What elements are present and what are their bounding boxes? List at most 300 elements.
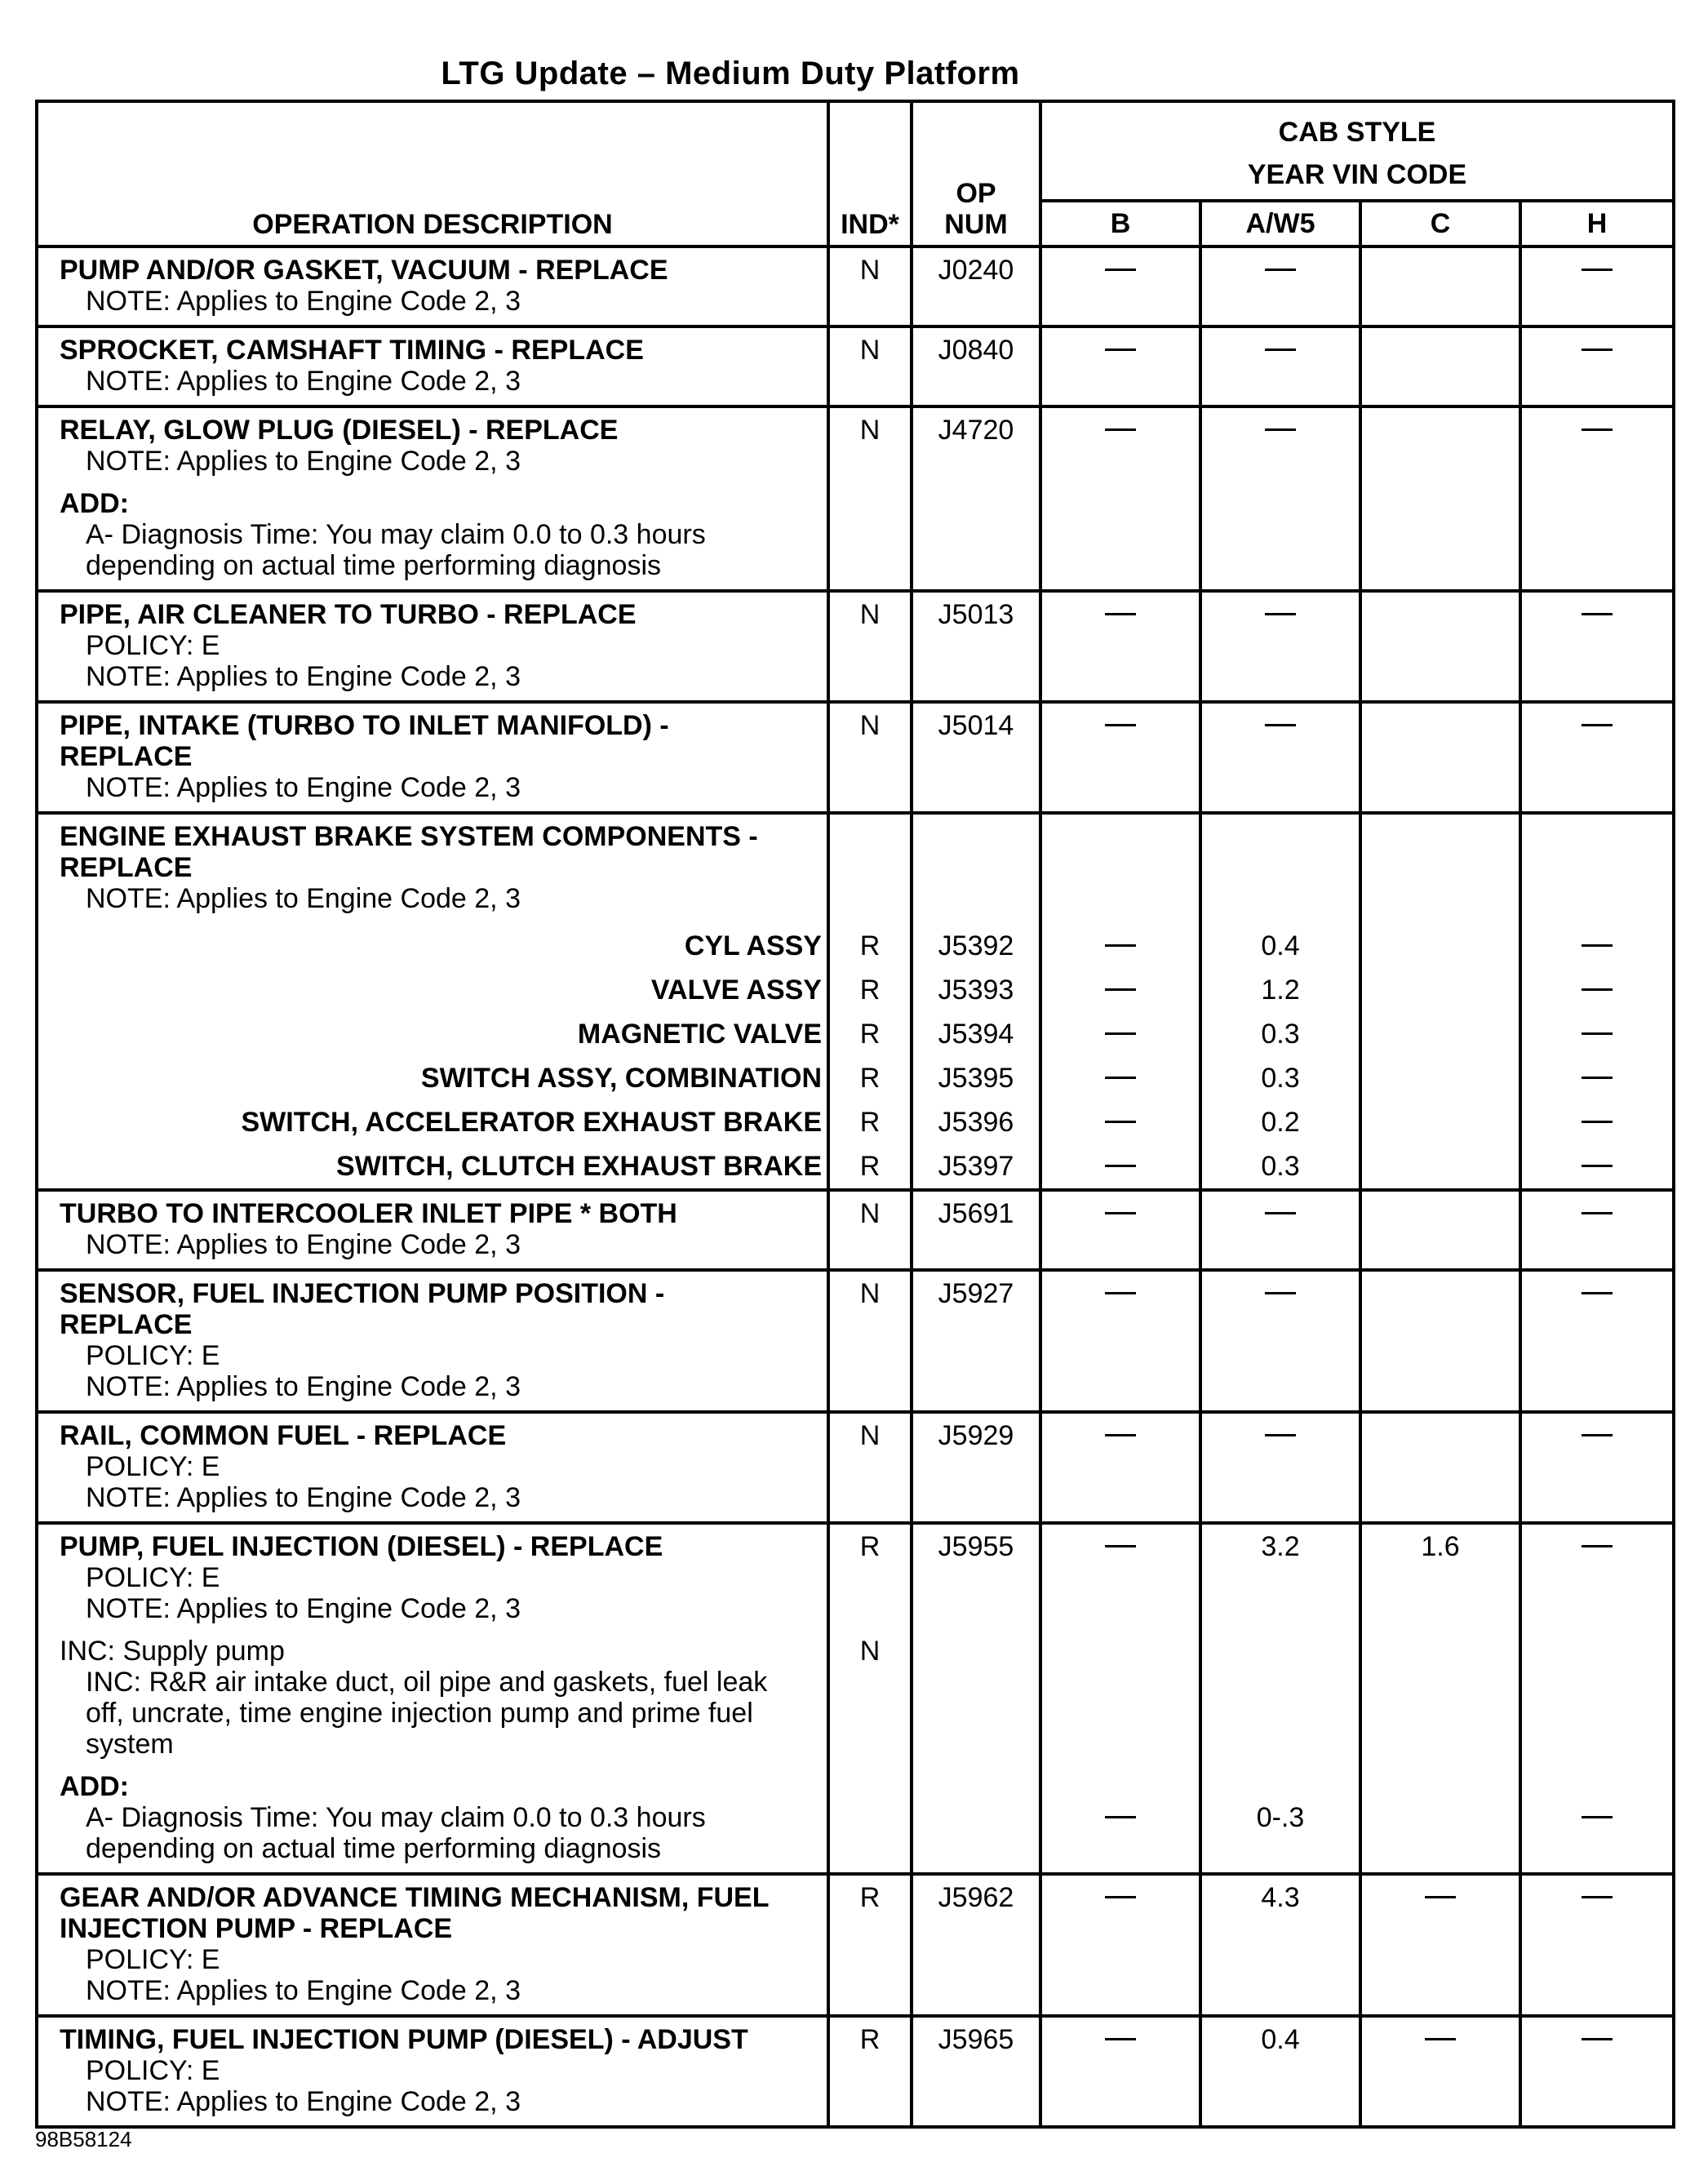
value-aw5: 0.4: [1261, 2024, 1300, 2055]
value-h: [1522, 255, 1672, 286]
ind-cell: R: [828, 1143, 912, 1190]
ind-cell: [828, 1523, 912, 1874]
subcomponent-label: CYL ASSY: [37, 922, 828, 966]
add-line: A- Diagnosis Time: You may claim 0.0 to 0.3 hours: [86, 519, 706, 550]
note-line: POLICY: E: [86, 1340, 220, 1371]
add-value-b: [1042, 1802, 1199, 1833]
op-num-cell: [912, 1190, 1040, 1270]
dash-mark: [1425, 2038, 1456, 2040]
value-cell-h: [1520, 1523, 1674, 1874]
value-aw5: [1202, 1420, 1359, 1451]
dash-mark: [1582, 1292, 1613, 1294]
dash-mark: [1582, 1077, 1613, 1079]
value-cell-c: [1360, 1143, 1520, 1190]
ind-cell: [828, 1412, 912, 1523]
dash-mark: [1582, 349, 1613, 351]
operation-title: ENGINE EXHAUST BRAKE SYSTEM COMPONENTS -: [60, 821, 758, 852]
dash-mark: [1105, 1292, 1136, 1294]
add-value-h: [1522, 1802, 1672, 1833]
value-cell-c: [1360, 813, 1520, 922]
dash-mark: [1105, 724, 1136, 726]
value-b: [1042, 1531, 1199, 1562]
value-cell-aw5: 0.3: [1200, 1054, 1360, 1099]
op-num-value: J5927: [938, 1278, 1014, 1309]
operation-description: [37, 2016, 828, 2127]
value-cell-c: [1360, 1099, 1520, 1143]
table-row: [37, 813, 1674, 922]
operation-title: SPROCKET, CAMSHAFT TIMING - REPLACE: [60, 335, 644, 366]
value-cell-b: [1040, 1099, 1200, 1143]
ind-cell: [828, 326, 912, 406]
operation-title: TURBO TO INTERCOOLER INLET PIPE * BOTH: [60, 1198, 677, 1229]
value-cell-aw5: [1200, 406, 1360, 591]
value-cell-b: [1040, 1523, 1200, 1874]
value-cell-h: [1520, 702, 1674, 813]
value-cell-c: [1360, 246, 1520, 326]
operation-title: RAIL, COMMON FUEL - REPLACE: [60, 1420, 507, 1451]
table-row: [37, 326, 1674, 406]
value-cell-c: [1360, 406, 1520, 591]
value-cell-aw5: [1200, 2016, 1360, 2127]
value-h: [1522, 1531, 1672, 1562]
note-line: NOTE: Applies to Engine Code 2, 3: [86, 1229, 521, 1260]
op-num-cell: J5395: [912, 1054, 1040, 1099]
op-num-cell: [912, 1270, 1040, 1412]
ind-cell: R: [828, 922, 912, 966]
value-cell-c: [1360, 591, 1520, 702]
operation-title: PUMP AND/OR GASKET, VACUUM - REPLACE: [60, 255, 668, 286]
value-cell-c: [1360, 702, 1520, 813]
dash-mark: [1582, 1121, 1613, 1123]
subcomponent-label: SWITCH, ACCELERATOR EXHAUST BRAKE: [37, 1099, 828, 1143]
value-cell-aw5: [1200, 591, 1360, 702]
value-cell-h: [1520, 246, 1674, 326]
value-cell-aw5: 0.3: [1200, 1010, 1360, 1054]
operation-description: [37, 406, 828, 591]
op-num-cell: [912, 2016, 1040, 2127]
value-b: [1042, 1882, 1199, 1913]
dash-mark: [1105, 1077, 1136, 1079]
value-b: [1042, 2024, 1199, 2055]
ind-cell: [828, 1190, 912, 1270]
operation-title-cont: INJECTION PUMP - REPLACE: [60, 1913, 453, 1944]
operation-title-cont: REPLACE: [60, 741, 193, 772]
ind-cell: [828, 246, 912, 326]
note-line: NOTE: Applies to Engine Code 2, 3: [86, 286, 521, 317]
add-line: depending on actual time performing diagnosis: [86, 550, 662, 581]
dash-mark: [1105, 1212, 1136, 1214]
value-cell-b: [1040, 406, 1200, 591]
value-aw5: [1202, 415, 1359, 446]
op-num-cell: [912, 326, 1040, 406]
value-cell-b: [1040, 2016, 1200, 2127]
ind-value: N: [859, 1278, 881, 1309]
subcomponent-label: SWITCH, CLUTCH EXHAUST BRAKE: [37, 1143, 828, 1190]
add-label: ADD:: [60, 488, 129, 519]
op-num-cell: J5394: [912, 1010, 1040, 1054]
value-cell-aw5: 0.3: [1200, 1143, 1360, 1190]
dash-mark: [1582, 1896, 1613, 1898]
value-cell-h: [1520, 1874, 1674, 2016]
op-num-value: J0840: [938, 335, 1014, 366]
value-cell-b: [1040, 922, 1200, 966]
value-b: [1042, 1278, 1199, 1309]
ind-cell: [828, 591, 912, 702]
note-line: NOTE: Applies to Engine Code 2, 3: [86, 883, 521, 914]
dash-mark: [1105, 944, 1136, 947]
value-cell-h: [1520, 966, 1674, 1010]
value-aw5: [1202, 710, 1359, 741]
inc-ind-value: N: [859, 1636, 881, 1667]
op-num-cell: J5396: [912, 1099, 1040, 1143]
value-aw5: [1202, 599, 1359, 630]
value-b: [1042, 1420, 1199, 1451]
ind-value: R: [859, 1531, 881, 1562]
operation-title-cont: REPLACE: [60, 852, 193, 883]
ind-value: N: [859, 1198, 881, 1229]
value-cell-aw5: [1200, 246, 1360, 326]
op-num-cell: [912, 406, 1040, 591]
table-row: [37, 1523, 1674, 1874]
header-col-aw5: A/W5: [1200, 201, 1360, 246]
operation-description: [37, 702, 828, 813]
value-cell-c: [1360, 922, 1520, 966]
note-line: POLICY: E: [86, 630, 220, 661]
operation-title: TIMING, FUEL INJECTION PUMP (DIESEL) - ADJUST: [60, 2024, 748, 2055]
operation-title-cont: REPLACE: [60, 1309, 193, 1340]
value-cell-b: [1040, 591, 1200, 702]
note-line: NOTE: Applies to Engine Code 2, 3: [86, 446, 521, 477]
table-row: [37, 1190, 1674, 1270]
value-cell-aw5: 1.2: [1200, 966, 1360, 1010]
op-num-value: J5955: [938, 1531, 1014, 1562]
op-num-value: J5929: [938, 1420, 1014, 1451]
dash-mark: [1265, 349, 1296, 351]
subcomponent-row: [37, 1143, 1674, 1190]
value-h: [1522, 1420, 1672, 1451]
op-num-value: J5965: [938, 2024, 1014, 2055]
ind-cell: R: [828, 1099, 912, 1143]
table-row: [37, 591, 1674, 702]
value-cell-h: [1520, 1099, 1674, 1143]
value-h: [1522, 1278, 1672, 1309]
operation-description: [37, 1412, 828, 1523]
value-cell-aw5: [1200, 326, 1360, 406]
table-row: [37, 2016, 1674, 2127]
value-cell-c: [1360, 1412, 1520, 1523]
ind-value: N: [859, 335, 881, 366]
dash-mark: [1265, 1292, 1296, 1294]
value-cell-h: [1520, 326, 1674, 406]
value-aw5: [1202, 255, 1359, 286]
dash-mark: [1105, 428, 1136, 431]
header-col-h: H: [1520, 201, 1674, 246]
ind-value: N: [859, 710, 881, 741]
value-cell-b: [1040, 1270, 1200, 1412]
subcomponent-row: [37, 1099, 1674, 1143]
value-aw5: 3.2: [1261, 1531, 1300, 1562]
op-num-cell: J5397: [912, 1143, 1040, 1190]
table-row: [37, 406, 1674, 591]
value-cell-h: [1520, 406, 1674, 591]
header-col-b: B: [1040, 201, 1200, 246]
op-num-cell: [912, 1523, 1040, 1874]
value-cell-h: [1520, 813, 1674, 922]
dash-mark: [1105, 1121, 1136, 1123]
op-num-value: J0240: [938, 255, 1014, 286]
value-cell-h: [1520, 922, 1674, 966]
add-block: [60, 488, 819, 581]
value-cell-b: [1040, 813, 1200, 922]
footer-code: 98B58124: [35, 2127, 132, 2151]
dash-mark: [1582, 1434, 1613, 1436]
value-cell-aw5: [1200, 1190, 1360, 1270]
add-value-aw5: 0-.3: [1256, 1802, 1305, 1833]
dash-mark: [1105, 269, 1136, 271]
ind-cell: R: [828, 1010, 912, 1054]
value-b: [1042, 415, 1199, 446]
dash-mark: [1105, 1032, 1136, 1035]
value-b: [1042, 710, 1199, 741]
value-cell-aw5: [1200, 1523, 1360, 1874]
value-cell-b: [1040, 1190, 1200, 1270]
value-cell-c: [1360, 1270, 1520, 1412]
operation-description: [37, 1190, 828, 1270]
note-line: NOTE: Applies to Engine Code 2, 3: [86, 661, 521, 692]
value-aw5: [1202, 1278, 1359, 1309]
value-cell-c: [1360, 1523, 1520, 1874]
subcomponent-row: [37, 1054, 1674, 1099]
value-cell-b: [1040, 1143, 1200, 1190]
value-cell-b: [1040, 1010, 1200, 1054]
ind-value: N: [859, 415, 881, 446]
value-cell-b: [1040, 326, 1200, 406]
ind-cell: [828, 1270, 912, 1412]
table-body: [37, 246, 1674, 2127]
value-h: [1522, 415, 1672, 446]
dash-mark: [1582, 988, 1613, 991]
value-cell-b: [1040, 1412, 1200, 1523]
op-num-cell: J5392: [912, 922, 1040, 966]
op-num-value: J5014: [938, 710, 1014, 741]
value-cell-aw5: 0.4: [1200, 922, 1360, 966]
add-label: ADD:: [60, 1771, 129, 1802]
dash-mark: [1105, 1434, 1136, 1436]
page-title: LTG Update – Medium Duty Platform: [441, 55, 1020, 91]
dash-mark: [1105, 349, 1136, 351]
operation-title: PIPE, INTAKE (TURBO TO INLET MANIFOLD) -: [60, 710, 669, 741]
value-cell-b: [1040, 246, 1200, 326]
header-cab-style: [1040, 101, 1674, 201]
dash-mark: [1105, 988, 1136, 991]
ind-cell: [828, 2016, 912, 2127]
value-aw5: 4.3: [1261, 1882, 1300, 1913]
dash-mark: [1105, 1165, 1136, 1167]
dash-mark: [1105, 1816, 1136, 1818]
value-aw5: [1202, 335, 1359, 366]
note-line: NOTE: Applies to Engine Code 2, 3: [86, 1482, 521, 1513]
note-line: POLICY: E: [86, 1944, 220, 1975]
value-cell-h: [1520, 591, 1674, 702]
table-row: [37, 1874, 1674, 2016]
value-cell-c: [1360, 1010, 1520, 1054]
subcomponent-row: [37, 966, 1674, 1010]
value-c: [1362, 1882, 1519, 1913]
value-b: [1042, 335, 1199, 366]
dash-mark: [1582, 428, 1613, 431]
value-h: [1522, 710, 1672, 741]
value-cell-c: [1360, 966, 1520, 1010]
operation-title: PUMP, FUEL INJECTION (DIESEL) - REPLACE: [60, 1531, 663, 1562]
ind-value: N: [859, 1420, 881, 1451]
value-c: [1362, 2024, 1519, 2055]
operation-description: [37, 1270, 828, 1412]
value-cell-h: [1520, 1143, 1674, 1190]
value-cell-b: [1040, 1874, 1200, 2016]
value-cell-h: [1520, 1412, 1674, 1523]
operation-description: [37, 326, 828, 406]
dash-mark: [1582, 1816, 1613, 1818]
dash-mark: [1265, 724, 1296, 726]
op-num-value: J5691: [938, 1198, 1014, 1229]
dash-mark: [1582, 1212, 1613, 1214]
ind-cell: R: [828, 1054, 912, 1099]
note-line: NOTE: Applies to Engine Code 2, 3: [86, 1593, 521, 1624]
operation-description: [37, 591, 828, 702]
operation-description: [37, 1523, 828, 1874]
dash-mark: [1265, 613, 1296, 615]
subcomponent-row: [37, 922, 1674, 966]
note-line: NOTE: Applies to Engine Code 2, 3: [86, 1371, 521, 1402]
note-line: POLICY: E: [86, 1562, 220, 1593]
dash-mark: [1265, 269, 1296, 271]
header-op-line1: OP: [956, 178, 996, 209]
dash-mark: [1105, 1545, 1136, 1547]
subcomponent-label: VALVE ASSY: [37, 966, 828, 1010]
add-block: [60, 1771, 819, 1864]
header-ind: IND*: [828, 101, 912, 246]
operation-title: RELAY, GLOW PLUG (DIESEL) - REPLACE: [60, 415, 619, 446]
table-row: [37, 1270, 1674, 1412]
op-num-cell: [912, 813, 1040, 922]
subcomponent-label: MAGNETIC VALVE: [37, 1010, 828, 1054]
value-cell-aw5: [1200, 1270, 1360, 1412]
value-cell-aw5: [1200, 702, 1360, 813]
value-aw5: [1202, 1198, 1359, 1229]
labor-time-table: [35, 100, 1675, 2129]
op-num-value: J5013: [938, 599, 1014, 630]
ind-value: N: [859, 255, 881, 286]
value-b: [1042, 255, 1199, 286]
value-cell-c: [1360, 1874, 1520, 2016]
operation-description: [37, 1874, 828, 2016]
op-num-value: J5962: [938, 1882, 1014, 1913]
add-line: A- Diagnosis Time: You may claim 0.0 to 0.3 hours: [86, 1802, 706, 1833]
op-num-cell: [912, 246, 1040, 326]
dash-mark: [1582, 1032, 1613, 1035]
dash-mark: [1582, 1165, 1613, 1167]
note-line: NOTE: Applies to Engine Code 2, 3: [86, 2086, 521, 2117]
op-num-cell: [912, 1412, 1040, 1523]
op-num-cell: [912, 1874, 1040, 2016]
dash-mark: [1105, 613, 1136, 615]
operation-title: GEAR AND/OR ADVANCE TIMING MECHANISM, FUEL: [60, 1882, 770, 1913]
value-cell-h: [1520, 1190, 1674, 1270]
inc-line: system: [86, 1729, 174, 1760]
value-h: [1522, 1198, 1672, 1229]
note-line: NOTE: Applies to Engine Code 2, 3: [86, 366, 521, 397]
operation-description: [37, 813, 828, 922]
add-line: depending on actual time performing diagnosis: [86, 1833, 662, 1864]
header-cab-line1: CAB STYLE: [1278, 117, 1436, 148]
ind-cell: [828, 702, 912, 813]
ind-cell: [828, 813, 912, 922]
op-num-cell: [912, 702, 1040, 813]
table-row: [37, 246, 1674, 326]
value-b: [1042, 599, 1199, 630]
dash-mark: [1582, 2038, 1613, 2040]
operation-title: PIPE, AIR CLEANER TO TURBO - REPLACE: [60, 599, 637, 630]
value-cell-b: [1040, 1054, 1200, 1099]
dash-mark: [1425, 1896, 1456, 1898]
ind-value: R: [859, 1882, 881, 1913]
dash-mark: [1265, 1212, 1296, 1214]
inc-line: off, uncrate, time engine injection pump and prime fuel: [86, 1698, 753, 1729]
value-b: [1042, 1198, 1199, 1229]
value-cell-aw5: [1200, 1874, 1360, 2016]
value-h: [1522, 599, 1672, 630]
value-cell-aw5: 0.2: [1200, 1099, 1360, 1143]
value-cell-aw5: [1200, 813, 1360, 922]
value-cell-aw5: [1200, 1412, 1360, 1523]
ind-value: R: [859, 2024, 881, 2055]
table-row: [37, 1412, 1674, 1523]
dash-mark: [1582, 944, 1613, 947]
header-col-c: C: [1360, 201, 1520, 246]
header-op-line2: NUM: [944, 209, 1008, 240]
inc-block: [60, 1636, 819, 1760]
value-c: 1.6: [1421, 1531, 1460, 1562]
inc-line: INC: Supply pump: [60, 1636, 285, 1667]
note-line: NOTE: Applies to Engine Code 2, 3: [86, 1975, 521, 2006]
operation-description: [37, 246, 828, 326]
ind-cell: [828, 406, 912, 591]
note-line: POLICY: E: [86, 2055, 220, 2086]
op-num-cell: [912, 591, 1040, 702]
dash-mark: [1265, 428, 1296, 431]
dash-mark: [1582, 613, 1613, 615]
dash-mark: [1582, 724, 1613, 726]
value-h: [1522, 2024, 1672, 2055]
table-row: [37, 702, 1674, 813]
value-cell-h: [1520, 2016, 1674, 2127]
dash-mark: [1105, 2038, 1136, 2040]
dash-mark: [1582, 1545, 1613, 1547]
dash-mark: [1105, 1896, 1136, 1898]
op-num-value: J4720: [938, 415, 1014, 446]
value-cell-c: [1360, 1190, 1520, 1270]
value-h: [1522, 1882, 1672, 1913]
ind-value: N: [859, 599, 881, 630]
header-op-num: [912, 101, 1040, 246]
inc-line: INC: R&R air intake duct, oil pipe and gaskets, fuel leak: [86, 1667, 768, 1698]
value-cell-b: [1040, 702, 1200, 813]
dash-mark: [1582, 269, 1613, 271]
value-cell-h: [1520, 1054, 1674, 1099]
header-operation-description: OPERATION DESCRIPTION: [37, 101, 828, 246]
value-cell-c: [1360, 326, 1520, 406]
value-h: [1522, 335, 1672, 366]
